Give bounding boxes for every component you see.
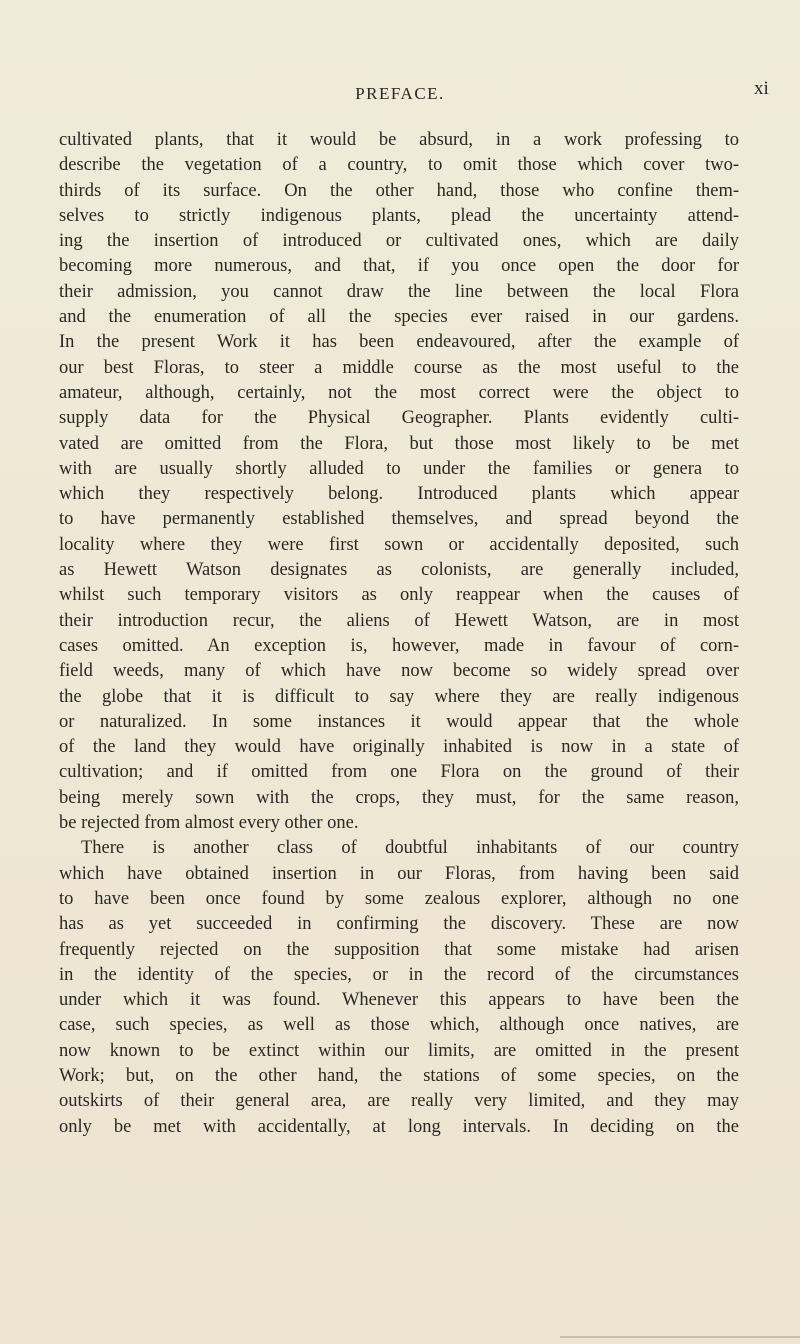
text-line: the globe that it is difficult to say where they are really indigenous: [59, 686, 739, 707]
text-line: to have been once found by some zealous explorer, although no one: [59, 888, 739, 909]
text-line: field weeds, many of which have now become so widely spread over: [59, 661, 739, 682]
paragraph-1: [59, 128, 739, 836]
text-line: thirds of its surface. On the other hand, those who confine them-: [59, 180, 739, 201]
text-line: with are usually shortly alluded to under the families or genera to: [59, 458, 739, 479]
text-line: which they respectively belong. Introduced plants which appear: [59, 484, 739, 505]
running-head: PREFACE.: [355, 84, 445, 103]
text-line: selves to strictly indigenous plants, plead the uncertainty attend-: [59, 205, 739, 226]
text-line: locality where they were first sown or accidentally deposited, such: [59, 534, 739, 555]
text-line: case, such species, as well as those which, although once natives, are: [59, 1015, 739, 1036]
text-line: be rejected from almost every other one.: [59, 813, 359, 834]
page-edge-divider: [560, 1336, 800, 1338]
text-line: their admission, you cannot draw the line between the local Flora: [59, 281, 739, 302]
body-text: [59, 128, 739, 1140]
text-line: to have permanently established themselves, and spread beyond the: [59, 509, 739, 530]
text-line: becoming more numerous, and that, if you once open the door for: [59, 256, 739, 277]
text-line: now known to be extinct within our limits, are omitted in the present: [59, 1040, 739, 1061]
text-line: Work; but, on the other hand, the stations of some species, on the: [59, 1065, 739, 1086]
text-line: our best Floras, to steer a middle course as the most useful to the: [59, 357, 739, 378]
paragraph-2: [59, 836, 739, 1140]
text-line: or naturalized. In some instances it would appear that the whole: [59, 711, 739, 732]
text-line: ing the insertion of introduced or cultivated ones, which are daily: [59, 231, 739, 252]
text-line: has as yet succeeded in confirming the discovery. These are now: [59, 914, 739, 935]
text-line: being merely sown with the crops, they must, for the same reason,: [59, 787, 739, 808]
text-line: of the land they would have originally inhabited is now in a state of: [59, 737, 739, 758]
text-line: whilst such temporary visitors as only reappear when the causes of: [59, 585, 739, 606]
text-line: as Hewett Watson designates as colonists, are generally included,: [59, 560, 739, 581]
text-line: frequently rejected on the supposition that some mistake had arisen: [59, 939, 739, 960]
text-line: vated are omitted from the Flora, but those most likely to be met: [59, 433, 739, 454]
text-line: which have obtained insertion in our Floras, from having been said: [59, 863, 739, 884]
text-line: amateur, although, certainly, not the most correct were the object to: [59, 382, 739, 403]
text-line: supply data for the Physical Geographer. Plants evidently culti-: [59, 408, 739, 429]
text-line: under which it was found. Whenever this appears to have been the: [59, 990, 739, 1011]
text-line: cultivated plants, that it would be absurd, in a work professing to: [59, 130, 739, 150]
text-line: There is another class of doubtful inhabitants of our country: [81, 838, 739, 859]
text-line: and the enumeration of all the species ever raised in our gardens.: [59, 307, 739, 328]
text-line: in the identity of the species, or in the record of the circumstances: [59, 964, 739, 985]
text-line: cultivation; and if omitted from one Flora on the ground of their: [59, 762, 739, 783]
text-line: their introduction recur, the aliens of Hewett Watson, are in most: [59, 610, 739, 631]
page-number: xi: [754, 78, 769, 99]
text-line: In the present Work it has been endeavoured, after the example of: [59, 332, 739, 353]
text-line: cases omitted. An exception is, however, made in favour of corn-: [59, 635, 739, 656]
text-line: only be met with accidentally, at long intervals. In deciding on the: [59, 1116, 739, 1137]
text-line: outskirts of their general area, are really very limited, and they may: [59, 1091, 739, 1112]
text-line: describe the vegetation of a country, to omit those which cover two-: [59, 155, 739, 176]
